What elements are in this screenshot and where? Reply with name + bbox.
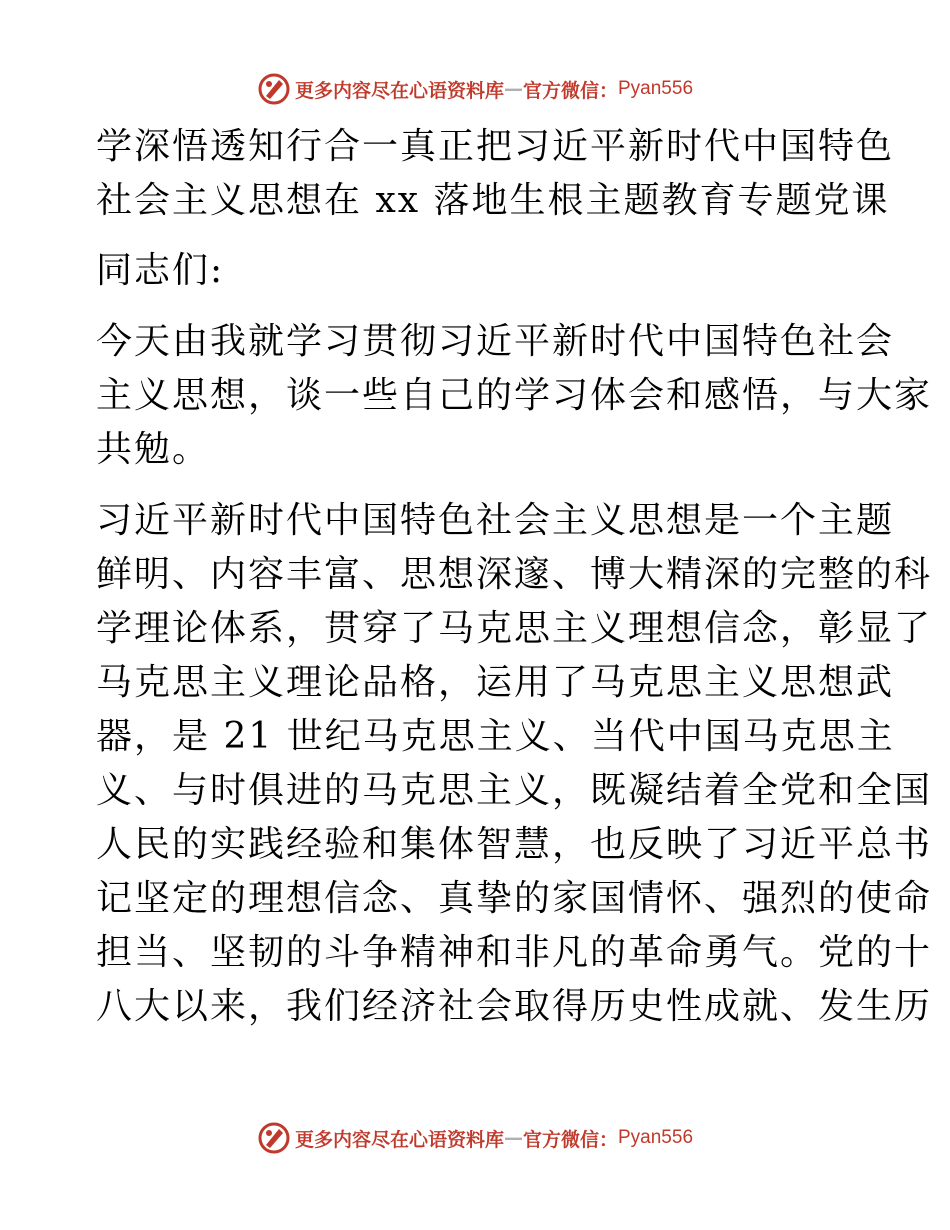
paragraph-line: 马克思主义理论品格，运用了马克思主义思想武 (96, 662, 895, 703)
watermark-main-text: 更多内容尽在心语资料库 (294, 1128, 504, 1151)
paragraph-line: 今天由我就学习贯彻习近平新时代中国特色社会 (96, 321, 895, 362)
logo-icon (257, 1121, 291, 1155)
paragraph-2 (96, 494, 933, 1034)
paragraph-line: 共勉。 (96, 429, 211, 470)
paragraph-line: 主义思想，谈一些自己的学习体会和感悟，与大家 (96, 375, 933, 416)
watermark-wechat-id: Pyan556 (618, 1127, 694, 1148)
logo-icon (257, 72, 291, 106)
paragraph-line: 学理论体系，贯穿了马克思主义理想信念，彰显了 (96, 608, 933, 649)
document-body (96, 120, 933, 1051)
greeting (96, 244, 856, 298)
paragraph-line: 记坚定的理想信念、真挚的家国情怀、强烈的使命 (96, 878, 933, 919)
title-line: 社会主义思想在 xx 落地生根主题教育专题党课 (96, 180, 890, 221)
watermark-sub-text: 官方微信： (522, 79, 618, 102)
paragraph-line: 人民的实践经验和集体智慧，也反映了习近平总书 (96, 824, 933, 865)
watermark-sub-text: 官方微信： (522, 1128, 618, 1151)
paragraph-line: 器，是 21 世纪马克思主义、当代中国马克思主 (96, 716, 895, 757)
watermark-separator: — (503, 1127, 523, 1149)
watermark-separator: — (503, 78, 523, 100)
paragraph-line: 义、与时俱进的马克思主义，既凝结着全党和全国 (96, 770, 933, 811)
paragraph-line: 八大以来，我们经济社会取得历史性成就、发生历 (96, 986, 933, 1027)
watermark-main-text: 更多内容尽在心语资料库 (294, 79, 504, 102)
paragraph-line: 鲜明、内容丰富、思想深邃、博大精深的完整的科 (96, 554, 933, 595)
watermark-wechat-id: Pyan556 (618, 78, 694, 99)
footer-watermark (0, 1121, 950, 1155)
paragraph-line: 习近平新时代中国特色社会主义思想是一个主题 (96, 500, 895, 541)
header-watermark (0, 72, 950, 106)
title-line: 学深悟透知行合一真正把习近平新时代中国特色 (96, 126, 895, 167)
greeting-line: 同志们: (96, 250, 225, 291)
document-title (96, 120, 895, 228)
paragraph-line: 担当、坚韧的斗争精神和非凡的革命勇气。党的十 (96, 932, 933, 973)
paragraph-1 (96, 315, 933, 477)
